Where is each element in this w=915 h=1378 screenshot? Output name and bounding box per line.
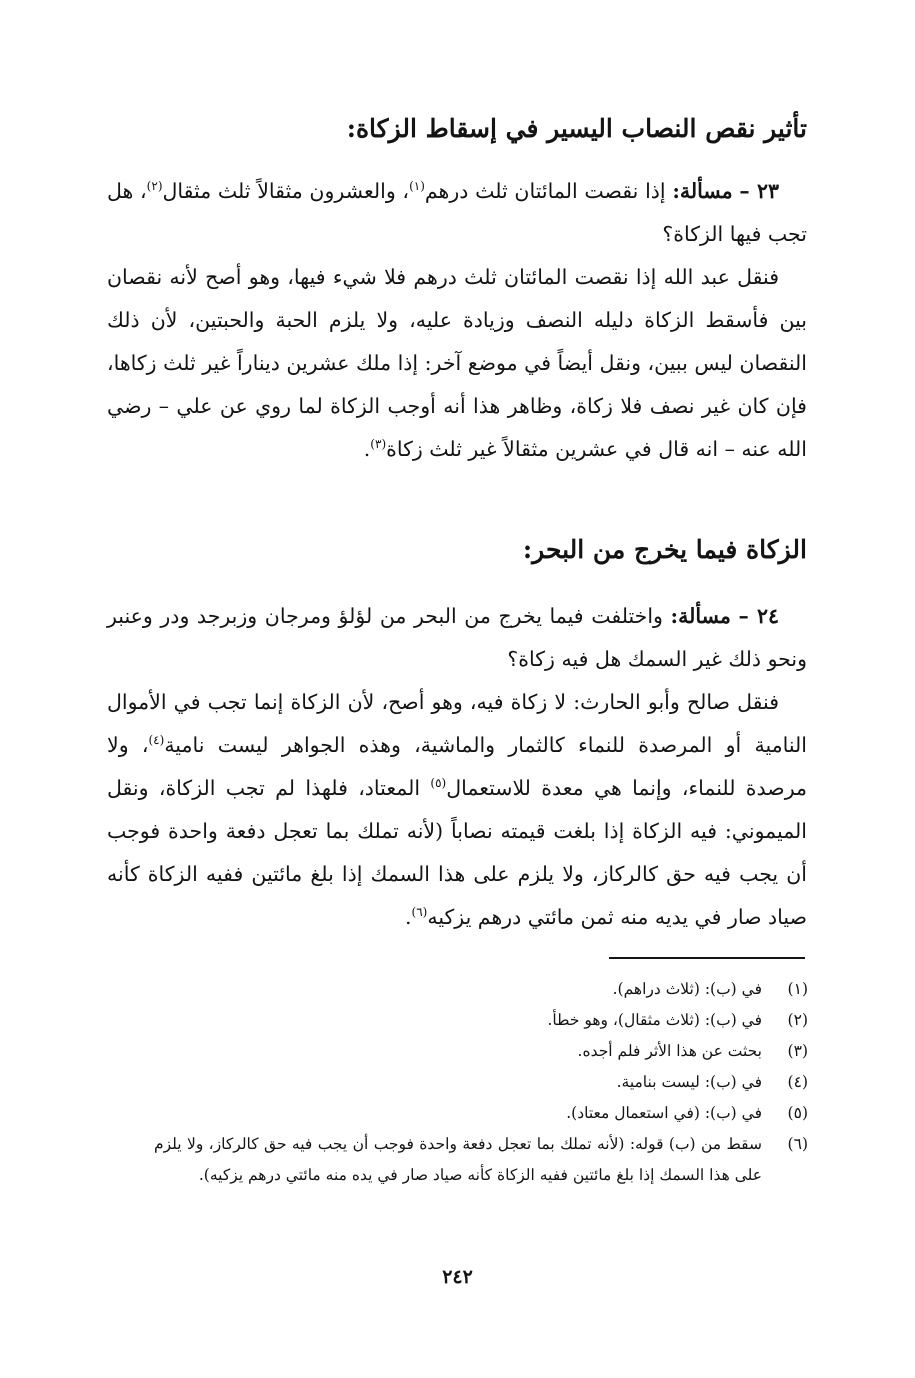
answer-text: .: [404, 905, 412, 929]
question-number: ٢٤ –: [738, 604, 779, 628]
footnote-ref[interactable]: (٦): [411, 905, 428, 920]
footnote-item: [104, 1036, 810, 1067]
answer-text: المعتاد، فلهذا لم تجب الزكاة، ونقل الميموني: فيه الزكاة إذا بلغت قيمته نصاباً (لأنه تملك بما تعجل دفعة واحدة فوجب أن يجب فيه حق كالركاز، ولا يلزم على هذا السمك إذا بلغ مائتين ففيه الزكاة كأنه صياد صار في يديه منه ثمن مائتي درهم يزكيه: [107, 776, 807, 929]
question-label: مسألة:: [672, 179, 733, 203]
question-text: إذا نقصت المائتان ثلث درهم: [424, 179, 673, 203]
footnote-text: بحثت عن هذا الأثر فلم أجده.: [577, 1042, 762, 1060]
question-text: واختلفت فيما يخرج من البحر من لؤلؤ ومرجان وزبرجد ودر وعنبر ونحو ذلك غير السمك هل فيه زكاة؟: [107, 604, 807, 671]
footnote-number: (٥): [787, 1104, 808, 1122]
footnote-ref[interactable]: (٤): [148, 733, 165, 748]
footnote-item: [104, 1067, 810, 1098]
footnotes-list: [104, 974, 810, 1191]
answer-23: [107, 256, 807, 471]
question-text: ، والعشرون مثقالاً ثلث مثقال: [162, 179, 410, 203]
footnote-item: [104, 1098, 810, 1129]
answer-24: [107, 681, 807, 939]
footnote-number: (٢): [787, 1011, 808, 1029]
answer-text: .: [363, 437, 371, 461]
footnote-text: في (ب): (ثلاث دراهم).: [612, 980, 762, 998]
footnote-number: (٤): [787, 1073, 808, 1091]
footnote-item: [104, 1129, 810, 1191]
footnote-number: (٣): [787, 1042, 808, 1060]
section-heading-sea: الزكاة فيما يخرج من البحر:: [522, 535, 807, 564]
footnote-divider: [609, 957, 805, 959]
footnote-ref[interactable]: (٢): [146, 179, 163, 194]
answer-text: فنقل صالح وأبو الحارث: لا زكاة فيه، وهو أصح، لأن الزكاة إنما تجب في الأموال النامية أو المرصدة للنماء كالثمار والماشية، وهذه الجواهر ليست نامية: [107, 690, 807, 757]
question-text: ، هل تجب فيها الزكاة؟: [107, 179, 807, 246]
footnote-item: [104, 1005, 810, 1036]
footnote-text: في (ب): (ثلاث مثقال)، وهو خطأ.: [547, 1011, 762, 1029]
question-24: [107, 595, 807, 681]
footnote-text: سقط من (ب) قوله: (لأنه تملك بما تعجل دفعة واحدة فوجب أن يجب فيه حق كالركاز، ولا يلزم على هذا السمك إذا بلغ مائتين ففيه الزكاة كأنه صياد صار في يده منه مائتي درهم يزكيه).: [154, 1135, 762, 1184]
question-number: ٢٣ –: [739, 179, 779, 203]
footnote-ref[interactable]: (٣): [370, 437, 387, 452]
answer-text: فنقل عبد الله إذا نقصت المائتان ثلث درهم فلا شيء فيها، وهو أصح لأنه نقصان بين فأسقط الزكاة دليله النصف وزيادة عليه، ولا يلزم الحبة والحبتين، لأن ذلك النقصان ليس ببين، ونقل أيضاً في موضع آخر: إذا ملك عشرين ديناراً غير ثلث زكاها، فإن كان غير نصف فلا زكاة، وظاهر هذا أنه أوجب الزكاة لما روي عن علي – رضي الله عنه – انه قال في عشرين مثقالاً غير ثلث زكاة: [107, 265, 807, 461]
page-number: ٢٤٢: [442, 1266, 473, 1288]
footnote-number: (٦): [787, 1135, 808, 1153]
footnote-item: [104, 974, 810, 1005]
question-label: مسألة:: [670, 604, 731, 628]
footnote-text: في (ب): ليست بنامية.: [616, 1073, 762, 1091]
footnote-number: (١): [787, 980, 808, 998]
question-23: [107, 170, 807, 256]
answer-text: ، ولا مرصدة للنماء، وإنما هي معدة للاستعمال: [107, 733, 807, 800]
footnote-ref[interactable]: (١): [409, 179, 425, 194]
footnote-text: في (ب): (في استعمال معتاد).: [566, 1104, 762, 1122]
footnote-ref[interactable]: (٥): [430, 776, 447, 791]
section-heading-nisab: تأثير نقص النصاب اليسير في إسقاط الزكاة:: [346, 114, 807, 143]
